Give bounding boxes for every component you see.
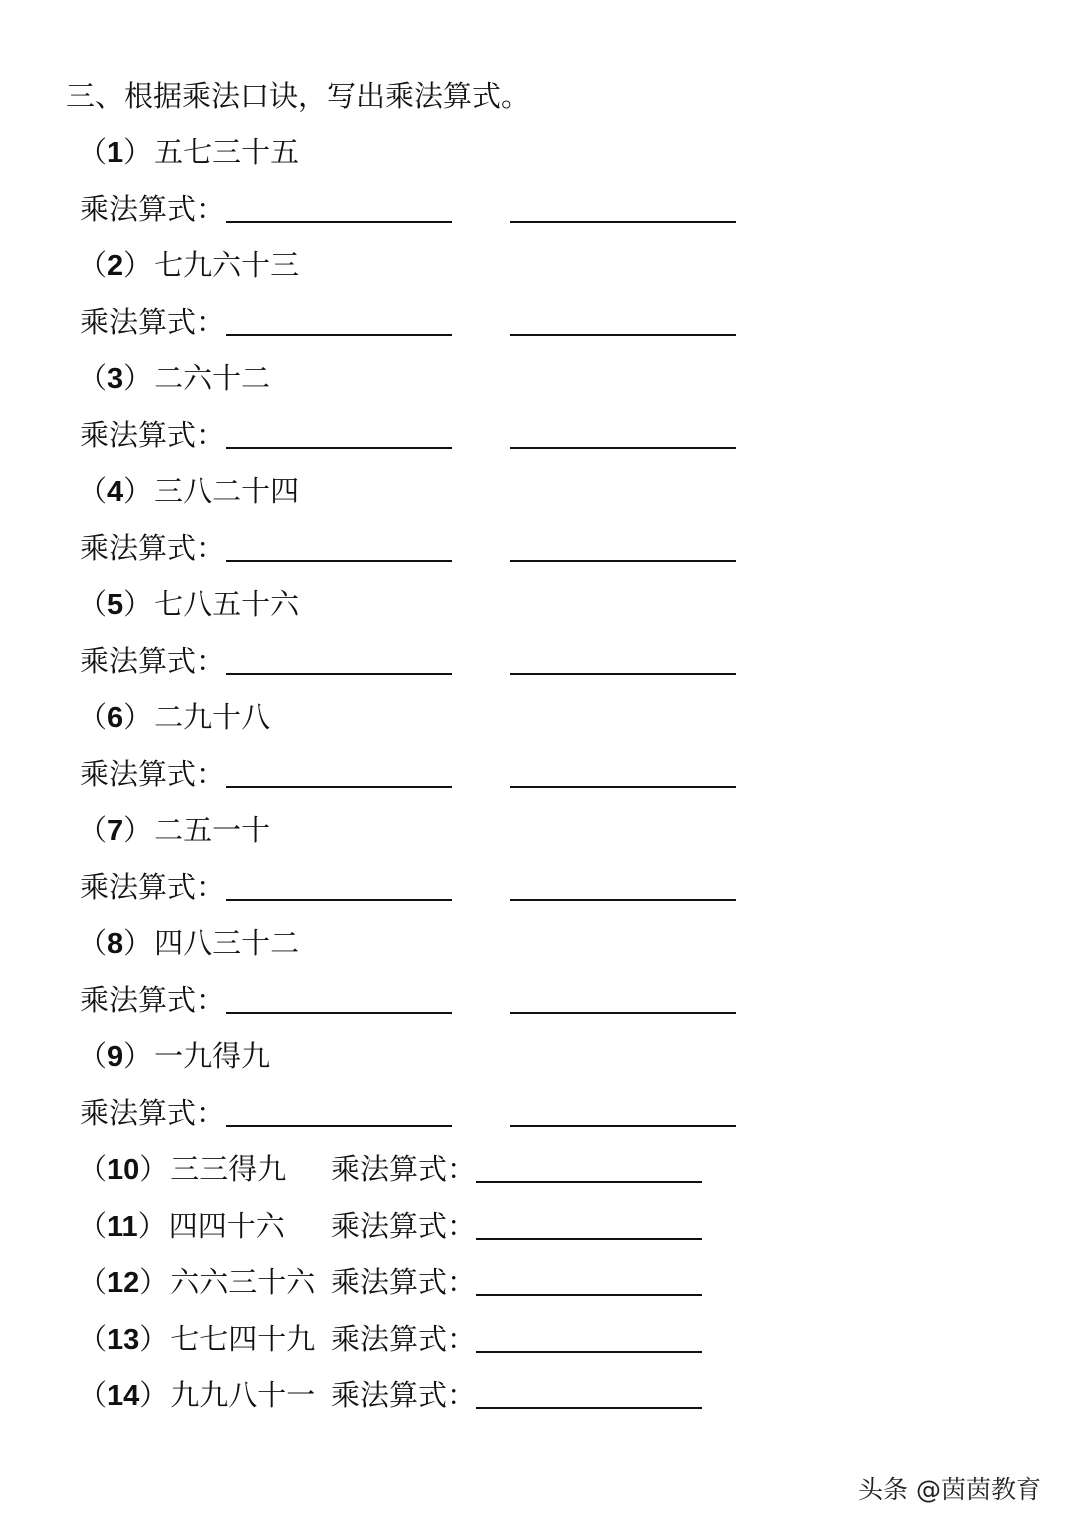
question-close-paren: ） bbox=[123, 135, 153, 169]
answer-label: 乘法算式： bbox=[331, 1322, 477, 1356]
multiplication-verse: 二九十八 bbox=[154, 700, 271, 734]
question-item bbox=[78, 469, 299, 513]
multiplication-verse: 三三得九 bbox=[170, 1152, 287, 1186]
answer-blank[interactable] bbox=[476, 1407, 702, 1409]
answer-row bbox=[80, 526, 225, 570]
question-close-paren: ） bbox=[123, 926, 153, 960]
question-open-paren: （ bbox=[78, 1322, 108, 1356]
question-number: 12 bbox=[107, 1267, 140, 1299]
question-number: 6 bbox=[107, 702, 124, 734]
answer-blank-2[interactable] bbox=[510, 334, 736, 336]
question-close-paren: ） bbox=[139, 1265, 169, 1299]
multiplication-verse: 一九得九 bbox=[154, 1039, 271, 1073]
question-item bbox=[78, 356, 270, 400]
answer-blank-2[interactable] bbox=[510, 1012, 736, 1014]
question-item bbox=[78, 1260, 315, 1304]
question-item bbox=[78, 243, 299, 287]
answer-label: 乘法算式： bbox=[80, 757, 226, 791]
question-open-paren: （ bbox=[78, 1209, 108, 1243]
answer-label: 乘法算式： bbox=[80, 644, 226, 678]
question-number: 7 bbox=[107, 815, 124, 847]
answer-label: 乘法算式： bbox=[80, 1096, 226, 1130]
answer-blank-2[interactable] bbox=[510, 447, 736, 449]
question-number: 5 bbox=[107, 589, 124, 621]
question-close-paren: ） bbox=[123, 248, 153, 282]
answer-blank-2[interactable] bbox=[510, 221, 736, 223]
answer-label: 乘法算式： bbox=[80, 305, 226, 339]
answer-label: 乘法算式： bbox=[80, 418, 226, 452]
question-close-paren: ） bbox=[137, 1209, 167, 1243]
answer-label: 乘法算式： bbox=[80, 983, 226, 1017]
question-open-paren: （ bbox=[78, 587, 108, 621]
answer-label: 乘法算式： bbox=[80, 192, 226, 226]
answer-blank-1[interactable] bbox=[226, 221, 452, 223]
question-item bbox=[78, 1204, 285, 1248]
question-close-paren: ） bbox=[123, 813, 153, 847]
question-item bbox=[78, 1147, 286, 1191]
question-open-paren: （ bbox=[78, 1265, 108, 1299]
question-item bbox=[78, 808, 270, 852]
answer-blank[interactable] bbox=[476, 1181, 702, 1183]
answer-row bbox=[80, 300, 225, 344]
answer-row bbox=[80, 1091, 225, 1135]
answer-blank-2[interactable] bbox=[510, 786, 736, 788]
question-number: 11 bbox=[107, 1211, 138, 1243]
question-close-paren: ） bbox=[139, 1378, 169, 1412]
answer-label: 乘法算式： bbox=[331, 1152, 477, 1186]
multiplication-verse: 九九八十一 bbox=[170, 1378, 316, 1412]
answer-blank-1[interactable] bbox=[226, 560, 452, 562]
answer-label: 乘法算式： bbox=[80, 531, 226, 565]
answer-blank-1[interactable] bbox=[226, 786, 452, 788]
answer-label: 乘法算式： bbox=[331, 1209, 477, 1243]
answer-row bbox=[80, 865, 225, 909]
multiplication-verse: 四八三十二 bbox=[154, 926, 300, 960]
answer-blank-1[interactable] bbox=[226, 1012, 452, 1014]
question-item bbox=[78, 695, 270, 739]
multiplication-verse: 二五一十 bbox=[154, 813, 271, 847]
answer-label: 乘法算式： bbox=[80, 870, 226, 904]
answer-blank[interactable] bbox=[476, 1294, 702, 1296]
answer-label: 乘法算式： bbox=[331, 1378, 477, 1412]
answer-blank-1[interactable] bbox=[226, 447, 452, 449]
question-open-paren: （ bbox=[78, 1378, 108, 1412]
question-number: 8 bbox=[107, 928, 124, 960]
question-number: 9 bbox=[107, 1041, 124, 1073]
answer-blank-2[interactable] bbox=[510, 673, 736, 675]
answer-row bbox=[80, 413, 225, 457]
watermark: 头条 @茵茵教育 bbox=[858, 1475, 1041, 1504]
question-number: 14 bbox=[107, 1380, 140, 1412]
question-close-paren: ） bbox=[123, 1039, 153, 1073]
question-open-paren: （ bbox=[78, 361, 108, 395]
question-close-paren: ） bbox=[123, 361, 153, 395]
question-item bbox=[78, 582, 299, 626]
question-item bbox=[78, 1317, 315, 1361]
question-open-paren: （ bbox=[78, 813, 108, 847]
worksheet-heading: 三、根据乘法口诀，写出乘法算式。 bbox=[66, 79, 531, 113]
question-close-paren: ） bbox=[139, 1152, 169, 1186]
question-item bbox=[78, 921, 299, 965]
answer-row bbox=[80, 752, 225, 796]
multiplication-verse: 四四十六 bbox=[168, 1209, 285, 1243]
multiplication-verse: 七七四十九 bbox=[170, 1322, 316, 1356]
question-close-paren: ） bbox=[123, 474, 153, 508]
question-open-paren: （ bbox=[78, 135, 108, 169]
question-item bbox=[78, 130, 299, 174]
question-number: 10 bbox=[107, 1154, 140, 1186]
question-open-paren: （ bbox=[78, 700, 108, 734]
answer-row bbox=[80, 187, 225, 231]
answer-blank[interactable] bbox=[476, 1351, 702, 1353]
question-open-paren: （ bbox=[78, 248, 108, 282]
multiplication-verse: 七八五十六 bbox=[154, 587, 300, 621]
answer-row bbox=[80, 978, 225, 1022]
multiplication-verse: 三八二十四 bbox=[154, 474, 300, 508]
question-close-paren: ） bbox=[123, 700, 153, 734]
answer-blank-1[interactable] bbox=[226, 1125, 452, 1127]
multiplication-verse: 五七三十五 bbox=[154, 135, 300, 169]
multiplication-verse: 二六十二 bbox=[154, 361, 271, 395]
answer-blank[interactable] bbox=[476, 1238, 702, 1240]
question-number: 4 bbox=[107, 476, 124, 508]
answer-blank-1[interactable] bbox=[226, 899, 452, 901]
question-number: 3 bbox=[107, 363, 124, 395]
question-open-paren: （ bbox=[78, 474, 108, 508]
question-close-paren: ） bbox=[123, 587, 153, 621]
question-number: 1 bbox=[107, 137, 124, 169]
question-number: 13 bbox=[107, 1324, 140, 1356]
question-item bbox=[78, 1373, 315, 1417]
answer-blank-2[interactable] bbox=[510, 1125, 736, 1127]
question-open-paren: （ bbox=[78, 1152, 108, 1186]
question-item bbox=[78, 1034, 270, 1078]
answer-blank-1[interactable] bbox=[226, 334, 452, 336]
question-open-paren: （ bbox=[78, 1039, 108, 1073]
answer-label: 乘法算式： bbox=[331, 1265, 477, 1299]
question-close-paren: ） bbox=[139, 1322, 169, 1356]
multiplication-verse: 六六三十六 bbox=[170, 1265, 316, 1299]
answer-blank-1[interactable] bbox=[226, 673, 452, 675]
answer-blank-2[interactable] bbox=[510, 899, 736, 901]
answer-row bbox=[80, 639, 225, 683]
answer-blank-2[interactable] bbox=[510, 560, 736, 562]
question-open-paren: （ bbox=[78, 926, 108, 960]
multiplication-verse: 七九六十三 bbox=[154, 248, 300, 282]
question-number: 2 bbox=[107, 250, 124, 282]
